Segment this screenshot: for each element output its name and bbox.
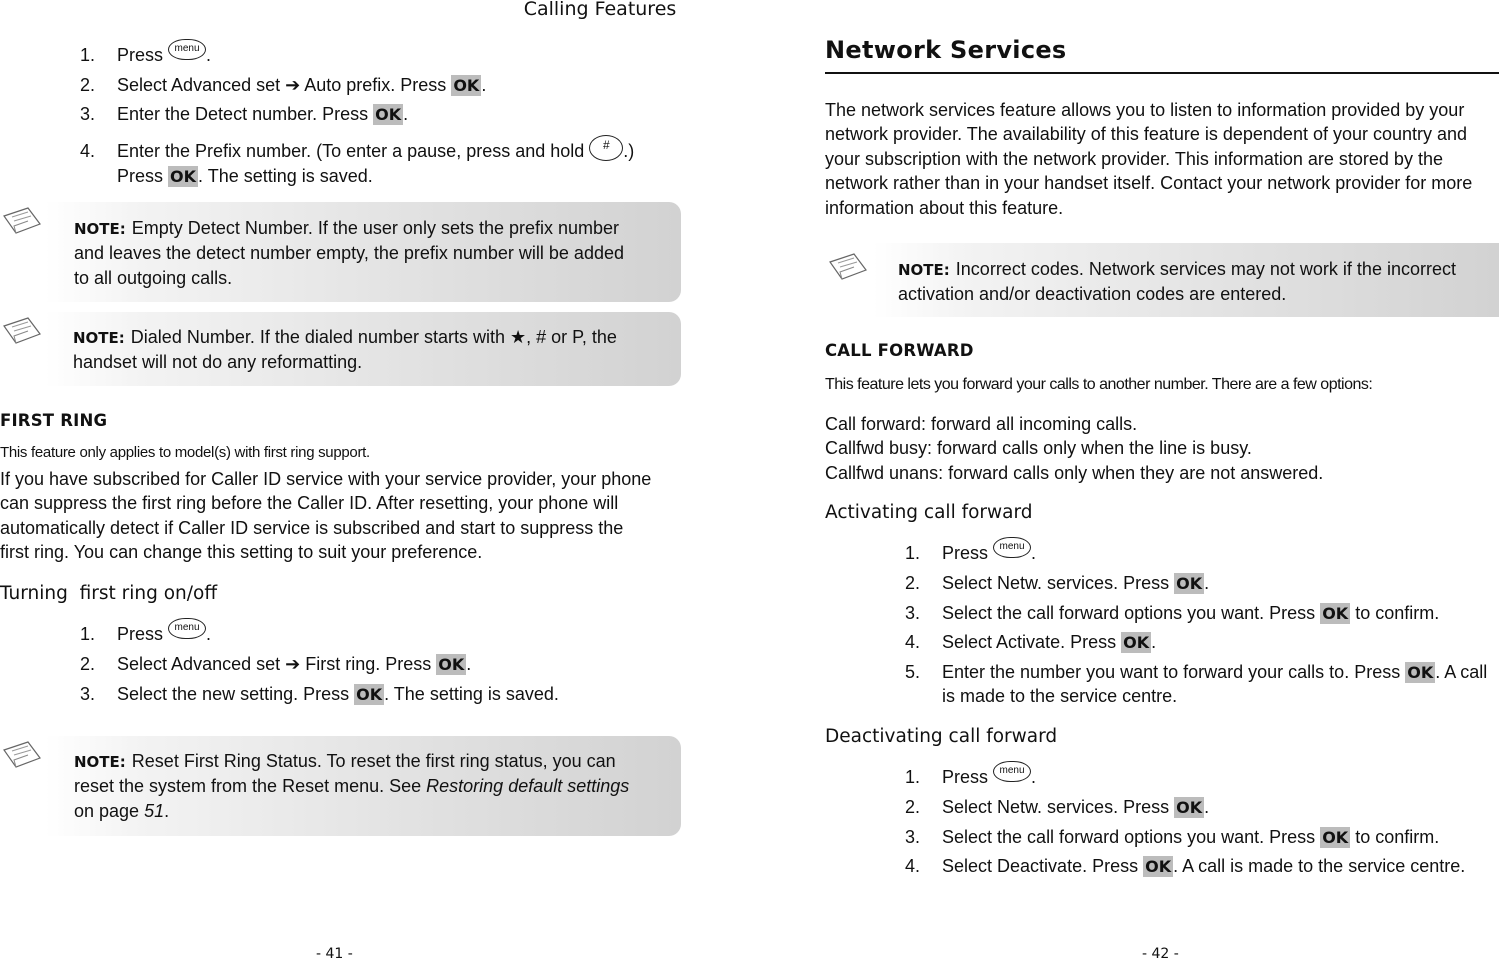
step-text: . A call (1435, 662, 1488, 682)
note-text: If the dialed number starts with (254, 327, 510, 347)
menu-item-auto-prefix: Auto prefix (304, 75, 391, 95)
menu-item-advanced-set: Advanced set (171, 75, 281, 95)
page-number: - 42 - (1142, 946, 1179, 962)
step-text: Enter the Detect number. Press (117, 104, 374, 124)
ok-key: OK (356, 685, 383, 704)
note-text: activation and/or deactivation codes are entered. (898, 284, 1287, 305)
step-text: . Press (1060, 632, 1122, 652)
step-number: 5. (905, 662, 921, 682)
step-number: 4. (905, 632, 921, 652)
memo-icon (828, 252, 868, 282)
list-item (905, 603, 1440, 624)
note-text: handset will not do any reformatting. (73, 352, 363, 373)
step-text: . (1151, 632, 1157, 652)
paragraph-line: network provider. The availability of this feature is dependent of your country and (825, 124, 1468, 145)
paragraph-line: network rather than in your handset itself. Contact your network provider for more (825, 173, 1473, 194)
ok-key: OK (1176, 798, 1203, 817)
step-text: Press (117, 166, 169, 186)
list-item (80, 622, 212, 645)
ok-key: OK (170, 167, 197, 186)
note-text: If the user only sets the prefix number (312, 218, 620, 238)
step-number: 2. (905, 797, 921, 817)
list-item (80, 654, 472, 675)
subsection-heading: Deactivating call forward (825, 726, 1058, 747)
paragraph-line: information about this feature. (825, 197, 1064, 218)
section-note: This feature only applies to model(s) with first ring support. (0, 444, 370, 461)
list-item (905, 797, 1210, 818)
step-text: Select the new setting. Press (117, 684, 355, 704)
step-number: 2. (80, 654, 96, 674)
note-label: NOTE: (74, 220, 126, 238)
menu-key-icon: menu (993, 761, 1031, 782)
step-text: Press (942, 543, 994, 563)
step-text: Enter the Prefix number. (To enter a pause, press and hold (117, 141, 590, 161)
page-number: - 41 - (316, 946, 353, 962)
list-item-continuation: is made to the service centre. (942, 686, 1178, 706)
page-title: Network Services (825, 36, 1067, 64)
note-text: reset the system from the Reset menu. See (74, 776, 427, 797)
step-text: Select (942, 632, 997, 652)
ok-key: OK (453, 76, 480, 95)
list-item (905, 827, 1440, 848)
note-label: NOTE: (74, 753, 126, 771)
note-title: Incorrect codes (955, 259, 1079, 279)
step-number: 4. (905, 856, 921, 876)
ok-key: OK (1407, 663, 1434, 682)
list-item (80, 138, 635, 162)
note-box (873, 243, 1499, 317)
list-item (905, 662, 1488, 683)
section-note: This feature lets you forward your calls to another number. There are a few options: (825, 376, 1373, 393)
note-text: . (164, 800, 170, 821)
option-name: Callfwd busy: (825, 438, 933, 459)
step-text: Select the call forward options you want. Press (942, 603, 1321, 623)
menu-key-icon: menu (993, 537, 1031, 558)
note-text: , # or P, the (526, 327, 617, 347)
list-item-continuation (117, 166, 373, 187)
ok-key: OK (1322, 828, 1349, 847)
menu-item-advanced-set: Advanced set (171, 654, 281, 674)
menu-key-icon: menu (168, 618, 206, 639)
hash-key-icon: # (589, 135, 623, 161)
step-text: . The setting is saved. (384, 684, 559, 704)
step-text: . (1031, 543, 1037, 563)
note-text: . Network services may not work if the incorrect (1078, 259, 1456, 279)
step-text: . (206, 45, 212, 65)
running-header: Calling Features (523, 0, 677, 20)
note-label: NOTE: (73, 329, 125, 347)
arrow-icon: ➔ (285, 654, 301, 674)
step-text: Press (1118, 573, 1175, 593)
menu-item-netw-services: Netw. services. (997, 573, 1119, 593)
list-item (905, 765, 1037, 788)
note-text: to all outgoing calls. (74, 267, 233, 288)
list-item (905, 573, 1210, 594)
option-desc: forward calls only when they are not answered. (943, 462, 1324, 483)
ok-key: OK (1145, 857, 1172, 876)
paragraph-line: can suppress the first ring before the Caller ID. After resetting, your phone will (0, 493, 619, 514)
menu-item-first-ring: First ring. (305, 654, 381, 674)
note-box (45, 202, 681, 302)
step-text: to confirm. (1350, 827, 1440, 847)
step-text: Select (117, 75, 172, 95)
option-name: Call forward: (825, 414, 927, 434)
step-number: 1. (905, 767, 921, 787)
menu-item-deactivate: Deactivate (997, 856, 1083, 876)
section-heading: FIRST RING (0, 411, 108, 430)
step-number: 3. (905, 827, 921, 847)
option-name: Callfwd unans: (825, 462, 944, 483)
note-box (45, 736, 681, 836)
intro-paragraph (825, 98, 1472, 220)
step-number: 3. (80, 104, 96, 124)
step-text: .) (623, 141, 635, 161)
note-text: To reset the first ring status, you can (321, 751, 616, 771)
step-number: 1. (80, 45, 96, 65)
page-reference[interactable]: 51 (144, 800, 165, 821)
ok-key: OK (1123, 633, 1150, 652)
paragraph-line: first ring. You can change this setting to suit your preference. (0, 542, 483, 563)
step-number: 4. (80, 141, 96, 161)
step-text: . Press (1082, 856, 1144, 876)
step-text: . (1031, 767, 1037, 787)
step-text: Press (117, 624, 169, 644)
step-number: 1. (80, 624, 96, 644)
menu-key-icon: menu (168, 39, 206, 60)
section-paragraph (0, 467, 651, 565)
step-number: 2. (905, 573, 921, 593)
step-text: Enter the number you want to forward your calls to. Press (942, 662, 1406, 682)
subsection-heading: Activating call forward (825, 502, 1033, 523)
note-box (45, 312, 681, 386)
step-text: . (1204, 573, 1210, 593)
step-text: Select (942, 797, 998, 817)
note-title: Reset First Ring Status. (131, 751, 322, 771)
memo-icon (2, 206, 42, 236)
step-number: 3. (80, 684, 96, 704)
step-text: Select (117, 654, 172, 674)
menu-item-activate: Activate (996, 632, 1061, 652)
step-text: . (481, 75, 487, 95)
step-text: . The setting is saved. (198, 166, 373, 186)
memo-icon (2, 316, 42, 346)
star-key-icon: ★ (509, 327, 527, 347)
subsection-heading: Turning first ring on/off (0, 583, 218, 604)
list-item (80, 43, 212, 66)
paragraph-line: If you have subscribed for Caller ID service with your service provider, your phone (0, 469, 652, 489)
step-text: . (206, 624, 212, 644)
paragraph-line: The network services feature allows you to listen to information provided by your (825, 100, 1465, 120)
note-text: on page (74, 800, 145, 821)
list-item (80, 684, 559, 705)
list-item (905, 541, 1037, 564)
step-text: . (466, 654, 472, 674)
options-list (825, 412, 1323, 485)
step-text: . A call is made to the service centre. (1173, 856, 1466, 876)
arrow-icon: ➔ (285, 75, 301, 95)
step-text: Press (117, 45, 169, 65)
option-desc: forward calls only when the line is busy. (932, 438, 1252, 459)
step-number: 3. (905, 603, 921, 623)
paragraph-line: your subscription with the network provider. This information are stored by the (825, 148, 1443, 169)
step-number: 2. (80, 75, 96, 95)
list-item (905, 856, 1466, 877)
paragraph-line: automatically detect if Caller ID service is subscribed and start to suppress the (0, 517, 624, 538)
section-heading: CALL FORWARD (825, 341, 974, 360)
ok-key: OK (438, 655, 465, 674)
step-text: to confirm. (1350, 603, 1440, 623)
memo-icon (2, 740, 42, 770)
list-item (905, 632, 1157, 653)
menu-item-netw-services: Netw. services. (997, 797, 1119, 817)
option-desc: forward all incoming calls. (926, 414, 1138, 434)
ok-key: OK (1322, 604, 1349, 623)
list-item (80, 75, 487, 96)
step-text: Select the call forward options you want. Press (942, 827, 1321, 847)
title-rule (825, 72, 1499, 74)
step-text: . (403, 104, 409, 124)
note-title: Empty Detect Number. (131, 218, 313, 238)
step-text: . Press (390, 75, 452, 95)
step-text: Press (942, 767, 994, 787)
cross-reference-link[interactable]: Restoring default settings (426, 776, 630, 797)
note-title: Dialed Number. (130, 327, 255, 347)
step-text: Press (1118, 797, 1175, 817)
note-label: NOTE: (898, 261, 950, 279)
step-number: 1. (905, 543, 921, 563)
list-item (80, 104, 409, 125)
note-text: and leaves the detect number empty, the prefix number will be added (74, 243, 624, 264)
step-text: Select (942, 856, 998, 876)
step-text: Select (942, 573, 998, 593)
ok-key: OK (375, 105, 402, 124)
step-text: . (1204, 797, 1210, 817)
step-text: Press (380, 654, 437, 674)
ok-key: OK (1176, 574, 1203, 593)
